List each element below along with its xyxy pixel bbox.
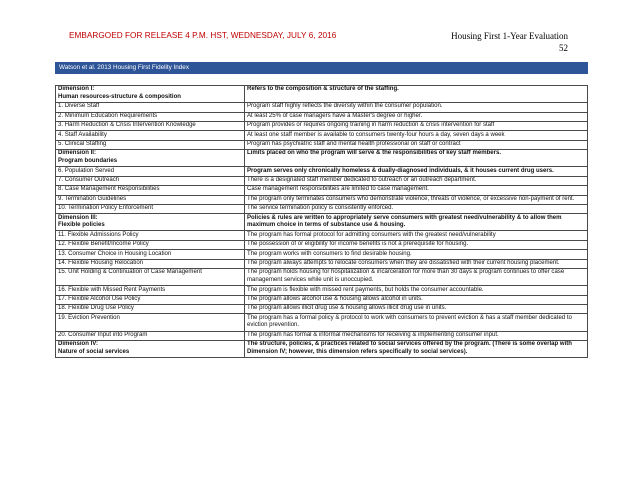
description-cell: The service termination policy is consistently enforced. — [245, 204, 588, 213]
item-label: 17. Flexible Alcohol Use Policy — [58, 295, 141, 302]
table-row — [56, 176, 588, 185]
item-cell — [56, 250, 245, 259]
description-cell: There is a designated staff member dedicated to outreach or an outreach department. — [245, 176, 588, 185]
dimension-row — [56, 340, 588, 357]
item-cell — [56, 140, 245, 149]
table-row — [56, 131, 588, 140]
item-cell — [56, 240, 245, 249]
item-label: 4. Staff Availability — [58, 131, 107, 138]
table-title: Watson et al. 2013 Housing First Fidelity Index — [55, 62, 588, 74]
item-label: 20. Consumer Input into Program — [58, 331, 148, 338]
item-label: Dimension III: — [58, 214, 98, 221]
table-row — [56, 295, 588, 304]
item-cell — [56, 176, 245, 185]
description-cell: At least one staff member is available to consumers twenty-four hours a day, seven days a week — [245, 131, 588, 140]
description-cell: The program is flexible with missed rent payments, but holds the consumer accountable. — [245, 286, 588, 295]
item-label: Dimension I: — [58, 86, 95, 93]
item-label: 5. Clinical Staffing — [58, 141, 107, 148]
description-cell: The program only terminates consumers who demonstrate violence, threats of violence, or excessive non-payment of rent. — [245, 195, 588, 204]
table-row — [56, 269, 588, 286]
dimension-row — [56, 86, 588, 103]
description-cell: The structure, policies, & practices related to social services offered by the program. (There is some overlap with Dimension IV; however, this dimension refers specifically to social services). — [245, 340, 588, 357]
description-cell: Refers to the composition & structure of the staffing. — [245, 86, 588, 103]
item-label: 7. Consumer Outreach — [58, 177, 120, 184]
item-label: 10. Termination Policy Enforcement — [58, 205, 154, 212]
item-cell — [56, 331, 245, 340]
item-label: 1. Diverse Staff — [58, 103, 100, 110]
description-cell: Program provides or requires ongoing training in harm reduction & crisis intervention for staff — [245, 121, 588, 130]
table-row — [56, 186, 588, 195]
item-cell — [56, 286, 245, 295]
item-label: 3. Harm Reduction & Crisis Intervention Knowledge — [58, 122, 196, 129]
item-label: 14. Flexible Housing Relocation — [58, 259, 144, 266]
table-row — [56, 286, 588, 295]
item-cell — [56, 131, 245, 140]
item-label: 18. Flexible Drug Use Policy — [58, 305, 134, 312]
table-row — [56, 195, 588, 204]
description-cell: Case management responsibilities are limited to case management. — [245, 186, 588, 195]
table-row — [56, 331, 588, 340]
item-label: 19. Eviction Prevention — [58, 314, 120, 321]
item-cell — [56, 150, 245, 167]
description-cell: The program has formal & informal mechanisms for receiving & implementing consumer input. — [245, 331, 588, 340]
description-cell: The program allows illicit drug use & housing allows illicit drug use in units. — [245, 305, 588, 314]
embargo-notice: EMBARGOED FOR RELEASE 4 P.M. HST, WEDNESDAY, JULY 6, 2016 — [69, 31, 337, 40]
item-label: 6. Population Served — [58, 167, 115, 174]
item-label: 11. Flexible Admissions Policy — [58, 231, 139, 238]
table-row — [56, 204, 588, 213]
item-cell — [56, 269, 245, 286]
table-row — [56, 140, 588, 149]
item-cell — [56, 340, 245, 357]
item-cell — [56, 167, 245, 176]
item-cell — [56, 103, 245, 112]
description-cell: Program serves only chronically homeless & dually-diagnosed individuals, & it houses current drug users. — [245, 167, 588, 176]
item-cell — [56, 214, 245, 231]
item-label: 15. Unit Holding & Continuation of Case Management — [58, 269, 202, 276]
item-cell — [56, 231, 245, 240]
document-title: Housing First 1-Year Evaluation — [451, 31, 568, 41]
item-cell — [56, 204, 245, 213]
description-cell: The program always attempts to relocate consumers when they are dissatisfied with their current housing placement. — [245, 259, 588, 268]
dimension-subtitle: Nature of social services — [58, 349, 130, 356]
item-cell — [56, 195, 245, 204]
dimension-row — [56, 150, 588, 167]
item-cell — [56, 86, 245, 103]
table-row — [56, 305, 588, 314]
description-cell: Program staff highly reflects the diversity within the consumer population. — [245, 103, 588, 112]
description-cell: The program has a formal policy & protocol to work with consumers to prevent eviction & has a staff member dedicated to eviction prevention. — [245, 314, 588, 331]
table-row — [56, 121, 588, 130]
item-label: Dimension II: — [58, 150, 96, 157]
description-cell: Program has psychiatric staff and mental health professional on staff or contract — [245, 140, 588, 149]
dimension-subtitle: Human resources-structure & composition — [58, 94, 181, 101]
table-row — [56, 250, 588, 259]
item-cell — [56, 295, 245, 304]
item-label: 2. Minimum Education Requirements — [58, 112, 158, 119]
table-row — [56, 112, 588, 121]
description-cell: Policies & rules are written to appropriately serve consumers with greatest need/vulnerability & to allow them maximum choice in terms of substance use & housing. — [245, 214, 588, 231]
item-label: 8. Case Management Responsibilities — [58, 186, 160, 193]
description-cell: The program allows alcohol use & housing allows alcohol in units. — [245, 295, 588, 304]
page-number: 52 — [559, 43, 568, 53]
item-cell — [56, 112, 245, 121]
table-row — [56, 240, 588, 249]
description-cell: The program has formal protocol for admitting consumers with the greatest need/vulnerability — [245, 231, 588, 240]
table-row — [56, 259, 588, 268]
description-cell: The program holds housing for hospitalization & incarceration for more than 30 days & program continues to offer case management services while unit is unoccupied. — [245, 269, 588, 286]
item-label: 9. Termination Guidelines — [58, 195, 127, 202]
table-row — [56, 167, 588, 176]
item-cell — [56, 121, 245, 130]
item-label: 12. Flexible Benefit/Income Policy — [58, 241, 149, 248]
item-cell — [56, 259, 245, 268]
description-cell: The program works with consumers to find desirable housing. — [245, 250, 588, 259]
dimension-subtitle: Program boundaries — [58, 158, 118, 165]
item-label: 16. Flexible with Missed Rent Payments — [58, 286, 166, 293]
item-label: Dimension IV: — [58, 341, 98, 348]
table-row — [56, 314, 588, 331]
item-cell — [56, 186, 245, 195]
table-row — [56, 231, 588, 240]
description-cell: The possession of or eligibility for income benefits is not a prerequisite for housing. — [245, 240, 588, 249]
fidelity-index-table — [55, 85, 588, 358]
dimension-row — [56, 214, 588, 231]
item-label: 13. Consumer Choice in Housing Location — [58, 250, 172, 257]
table-row — [56, 103, 588, 112]
description-cell: Limits placed on who the program will serve & the responsibilities of key staff members. — [245, 150, 588, 167]
item-cell — [56, 305, 245, 314]
running-header — [451, 30, 568, 54]
description-cell: At least 25% of case managers have a Master's degree or higher. — [245, 112, 588, 121]
item-cell — [56, 314, 245, 331]
dimension-subtitle: Flexible policies — [58, 222, 105, 229]
